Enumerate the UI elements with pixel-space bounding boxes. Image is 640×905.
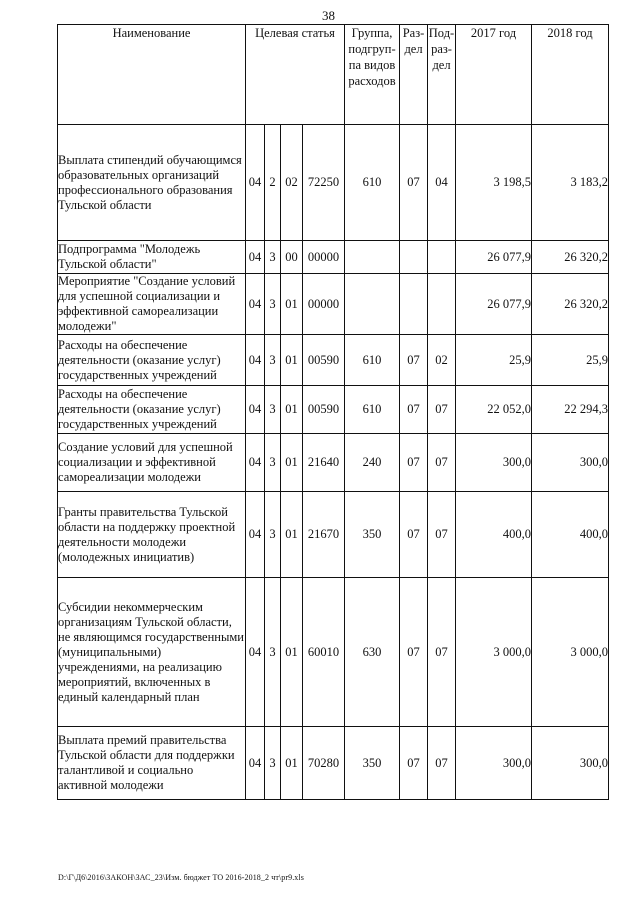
amount-2018: 3 183,2 [532, 125, 609, 241]
amount-2017: 26 077,9 [456, 241, 532, 274]
section-code: 07 [400, 492, 428, 578]
item-name: Расходы на обеспечение деятельности (оказание услуг) государственных учреждений [58, 386, 246, 434]
target-article-direction: 21670 [303, 492, 345, 578]
section-code [400, 274, 428, 335]
header-name: Наименование [58, 25, 246, 125]
expense-group-code [345, 274, 400, 335]
target-article-event: 02 [281, 125, 303, 241]
section-code [400, 241, 428, 274]
item-name: Создание условий для успешной социализации и эффективной самореализации молодежи [58, 434, 246, 492]
amount-2018: 22 294,3 [532, 386, 609, 434]
item-name: Мероприятие "Создание условий для успешной социализации и эффективной самореализации молодежи" [58, 274, 246, 335]
target-article-subprogram: 3 [265, 335, 281, 386]
expense-group-code: 630 [345, 578, 400, 727]
table-header-row [58, 25, 609, 125]
item-name: Выплата стипендий обучающимся образовательных организаций профессионального образования Тульской области [58, 125, 246, 241]
item-name: Расходы на обеспечение деятельности (оказание услуг) государственных учреждений [58, 335, 246, 386]
amount-2017: 300,0 [456, 434, 532, 492]
target-article-event: 01 [281, 578, 303, 727]
amount-2018: 300,0 [532, 434, 609, 492]
target-article-direction: 00000 [303, 241, 345, 274]
amount-2017: 400,0 [456, 492, 532, 578]
target-article-direction: 60010 [303, 578, 345, 727]
expense-group-code: 610 [345, 386, 400, 434]
target-article-event: 01 [281, 335, 303, 386]
expense-group-code: 350 [345, 492, 400, 578]
section-code: 07 [400, 335, 428, 386]
amount-2018: 26 320,2 [532, 241, 609, 274]
expense-group-code: 350 [345, 727, 400, 800]
table-row [58, 386, 609, 434]
table-row [58, 241, 609, 274]
target-article-subprogram: 3 [265, 241, 281, 274]
target-article-subprogram: 3 [265, 727, 281, 800]
section-code: 07 [400, 434, 428, 492]
subsection-code: 02 [428, 335, 456, 386]
target-article-subprogram: 3 [265, 492, 281, 578]
amount-2017: 3 198,5 [456, 125, 532, 241]
target-article-subprogram: 3 [265, 386, 281, 434]
amount-2018: 26 320,2 [532, 274, 609, 335]
page-number: 38 [322, 8, 335, 23]
table-row [58, 492, 609, 578]
target-article-subprogram: 3 [265, 434, 281, 492]
header-section: Раз-дел [400, 25, 428, 125]
expense-group-code [345, 241, 400, 274]
subsection-code: 07 [428, 578, 456, 727]
target-article-program: 04 [246, 434, 265, 492]
amount-2018: 25,9 [532, 335, 609, 386]
section-code: 07 [400, 727, 428, 800]
header-year-2018: 2018 год [532, 25, 609, 125]
target-article-event: 01 [281, 434, 303, 492]
amount-2017: 25,9 [456, 335, 532, 386]
target-article-direction: 00590 [303, 335, 345, 386]
budget-table [57, 24, 609, 800]
target-article-direction: 70280 [303, 727, 345, 800]
amount-2018: 400,0 [532, 492, 609, 578]
amount-2017: 26 077,9 [456, 274, 532, 335]
subsection-code: 07 [428, 727, 456, 800]
target-article-program: 04 [246, 125, 265, 241]
subsection-code: 07 [428, 492, 456, 578]
target-article-program: 04 [246, 578, 265, 727]
target-article-subprogram: 3 [265, 578, 281, 727]
target-article-program: 04 [246, 386, 265, 434]
amount-2017: 300,0 [456, 727, 532, 800]
target-article-direction: 00000 [303, 274, 345, 335]
subsection-code: 04 [428, 125, 456, 241]
table-row [58, 434, 609, 492]
target-article-program: 04 [246, 335, 265, 386]
target-article-event: 01 [281, 274, 303, 335]
amount-2018: 3 000,0 [532, 578, 609, 727]
item-name: Субсидии некоммерческим организациям Тульской области, не являющимся государственными (муниципальными) учреждениями, на реализацию мероприятий, включенных в единый календарный план [58, 578, 246, 727]
amount-2017: 22 052,0 [456, 386, 532, 434]
target-article-program: 04 [246, 727, 265, 800]
item-name: Гранты правительства Тульской области на поддержку проектной деятельности молодежи (молодежных инициатив) [58, 492, 246, 578]
target-article-direction: 21640 [303, 434, 345, 492]
subsection-code [428, 274, 456, 335]
section-code: 07 [400, 578, 428, 727]
item-name: Выплата премий правительства Тульской области для поддержки талантливой и социально активной молодежи [58, 727, 246, 800]
target-article-event: 01 [281, 492, 303, 578]
target-article-subprogram: 3 [265, 274, 281, 335]
target-article-event: 01 [281, 727, 303, 800]
target-article-event: 00 [281, 241, 303, 274]
subsection-code: 07 [428, 386, 456, 434]
header-subsection: Под-раз-дел [428, 25, 456, 125]
target-article-direction: 00590 [303, 386, 345, 434]
section-code: 07 [400, 125, 428, 241]
target-article-program: 04 [246, 241, 265, 274]
header-target-article: Целевая статья [246, 25, 345, 125]
table-row [58, 274, 609, 335]
target-article-direction: 72250 [303, 125, 345, 241]
target-article-program: 04 [246, 492, 265, 578]
table-row [58, 335, 609, 386]
expense-group-code: 610 [345, 335, 400, 386]
amount-2018: 300,0 [532, 727, 609, 800]
table-row [58, 125, 609, 241]
file-path-footer: D:\Г\Д6\2016\ЗАКОН\ЗАС_23\Изм. бюджет ТО 2016-2018_2 чт\pr9.xls [58, 873, 304, 882]
target-article-program: 04 [246, 274, 265, 335]
amount-2017: 3 000,0 [456, 578, 532, 727]
section-code: 07 [400, 386, 428, 434]
table-row [58, 727, 609, 800]
table-row [58, 578, 609, 727]
target-article-event: 01 [281, 386, 303, 434]
header-year-2017: 2017 год [456, 25, 532, 125]
expense-group-code: 240 [345, 434, 400, 492]
expense-group-code: 610 [345, 125, 400, 241]
subsection-code [428, 241, 456, 274]
target-article-subprogram: 2 [265, 125, 281, 241]
header-expense-group: Группа, подгруп-па видов расходов [345, 25, 400, 125]
item-name: Подпрограмма "Молодежь Тульской области" [58, 241, 246, 274]
subsection-code: 07 [428, 434, 456, 492]
